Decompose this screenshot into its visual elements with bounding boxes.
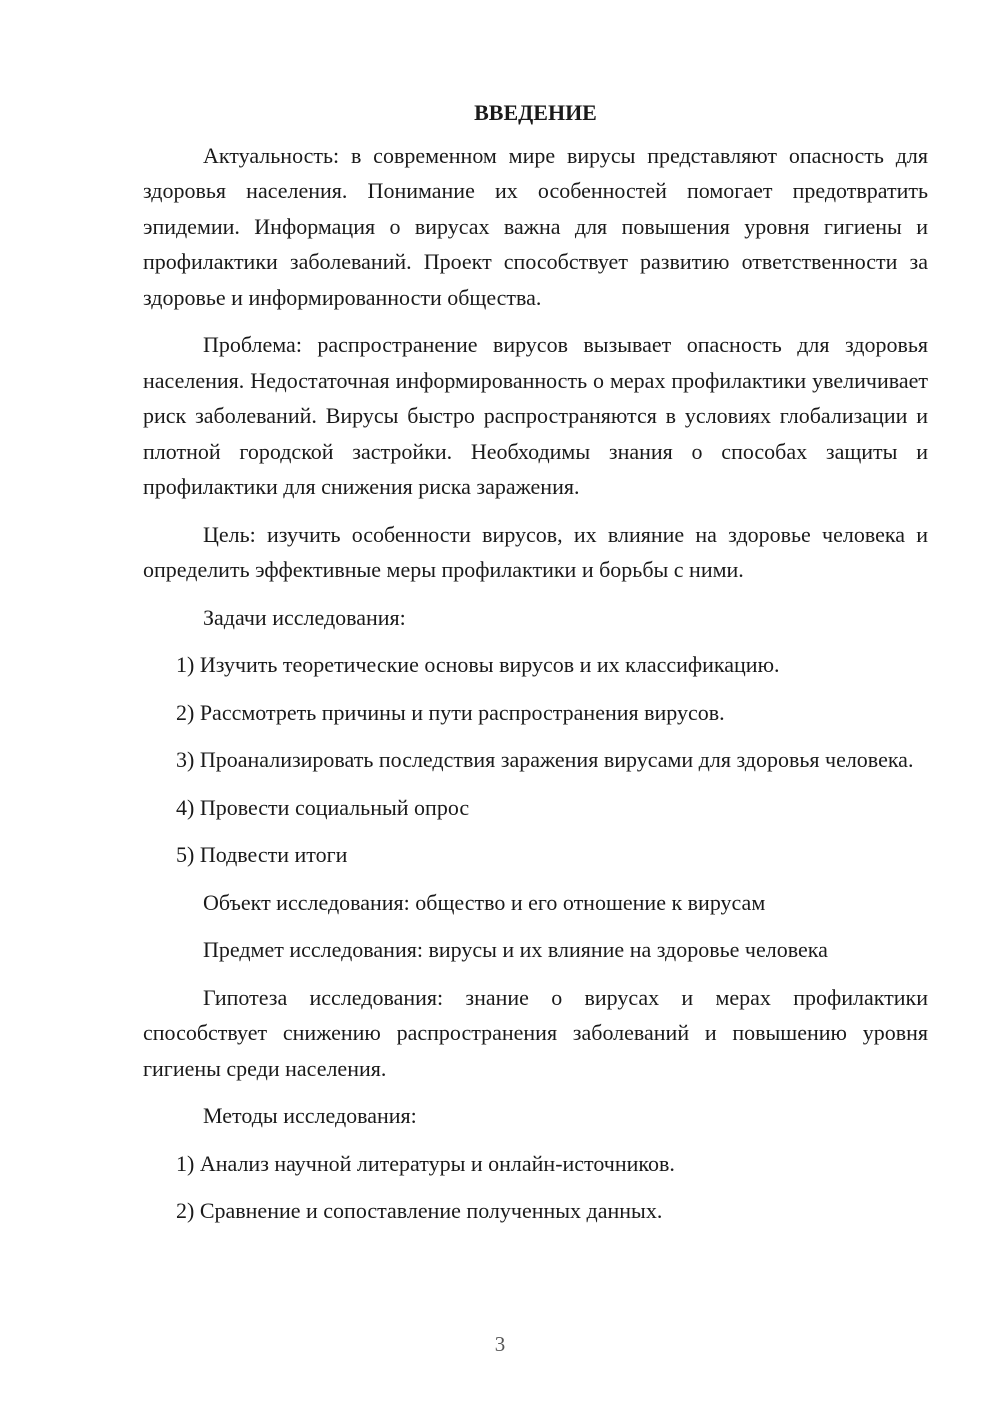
page-title: ВВЕДЕНИЕ bbox=[474, 100, 597, 125]
task-item-3: 3) Проанализировать последствия заражения вирусами для здоровья человека. bbox=[176, 747, 914, 772]
methods-heading: Методы исследования: bbox=[203, 1103, 417, 1128]
subject-paragraph: Предмет исследования: вирусы и их влияние на здоровье человека bbox=[203, 937, 828, 962]
object-paragraph: Объект исследования: общество и его отношение к вирусам bbox=[203, 889, 766, 915]
document-page bbox=[143, 95, 928, 1229]
method-item-1: 1) Анализ научной литературы и онлайн-источников. bbox=[176, 1150, 675, 1176]
method-item-2: 2) Сравнение и сопоставление полученных данных. bbox=[176, 1198, 663, 1223]
relevance-paragraph: Актуальность: в современном мире вирусы представляют опасность для здоровья населения. Понимание их особенностей помогает предотвратить эпидемии. Информация о вирусах важна для повышения уровня гигиены и профилактики заболеваний. Проект способствует развитию ответственности за здоровье и информированности общества. bbox=[143, 142, 928, 310]
task-item-4: 4) Провести социальный опрос bbox=[176, 794, 470, 820]
task-item-5: 5) Подвести итоги bbox=[176, 842, 348, 867]
hypothesis-paragraph: Гипотеза исследования: знание о вирусах и мерах профилактики способствует снижению распространения заболеваний и повышению уровня гигиены среди населения. bbox=[143, 984, 928, 1081]
page-number: 3 bbox=[494, 1332, 506, 1356]
task-item-1: 1) Изучить теоретические основы вирусов и их классификацию. bbox=[176, 652, 780, 677]
goal-paragraph: Цель: изучить особенности вирусов, их влияние на здоровье человека и определить эффективные меры профилактики и борьбы с ними. bbox=[143, 521, 928, 582]
problem-paragraph: Проблема: распространение вирусов вызывает опасность для здоровья населения. Недостаточная информированность о мерах профилактики увеличивает риск заболеваний. Вирусы быстро распространяются в условиях глобализации и плотной городской застройки. Необходимы знания о способах защиты и профилактики для снижения риска заражения. bbox=[143, 332, 928, 499]
task-item-2: 2) Рассмотреть причины и пути распространения вирусов. bbox=[176, 699, 725, 725]
tasks-heading: Задачи исследования: bbox=[203, 604, 406, 630]
